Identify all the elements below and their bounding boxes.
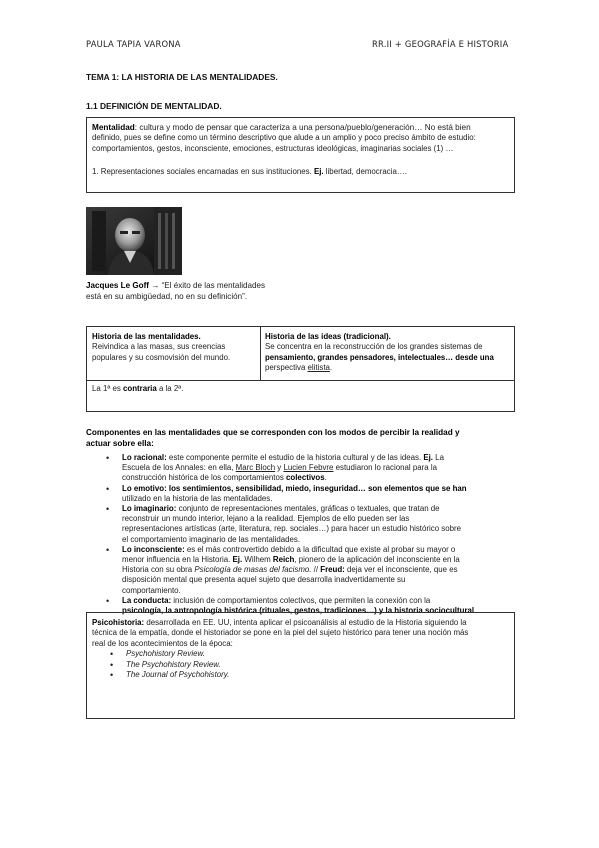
list-item-emotivo: • Lo emotivo: los sentimientos, sensibilidad, miedo, inseguridad… son elementos que se han utilizado en la historia de las mentalidades.	[106, 483, 467, 503]
caption-line-2: está en su ambigüedad, no en su definición”.	[86, 291, 248, 301]
header-course: RR.II + GEOGRAFÍA E HISTORIA	[372, 39, 509, 49]
table-divider-horizontal	[87, 380, 514, 381]
lucien-febvre-link[interactable]: Lucien Febvre	[283, 463, 334, 473]
definition-line-2: definido, pues se define como un término descriptivo que alude a un amplio y poco preciso ámbito de estudio:	[92, 133, 476, 143]
elitista-link[interactable]: elitista	[307, 363, 330, 373]
list-item-racional: • Lo racional: este componente permite el estudio de la historia cultural y de las ideas. Ej. La Escuela de los Annales: en ella, Marc Bloch y Lucien Febvre estudiaron lo racional para la construcción histórica de los comportamientos colectivos.	[106, 453, 444, 483]
journal-list	[100, 649, 509, 680]
caption-name: Jacques Le Goff	[86, 281, 149, 290]
section-title: 1.1 DEFINICIÓN DE MENTALIDAD.	[86, 101, 222, 111]
list-item-conducta: • La conducta: inclusión de comportamientos colectivos, que permiten la conexión con la psicología, la antropología histórica (rituales, gestos, tradiciones…) y la historia sociocultural.	[106, 595, 477, 616]
portrait-photo	[86, 207, 182, 275]
components-list	[96, 453, 516, 616]
list-item-inconsciente: • Lo inconsciente: es el más controvertido debido a la dificultad que existe al probar su mayor o menor influencia en la Historia. Ej. Wilhem Reich, pionero de la aplicación del inconsciente en la Historia con su obra Psicología de masas del facismo. // Freud: deja ver el inconsciente, que es disposición mental que presenta aquel sujeto que desarrolla inadvertidamente su comportamiento.	[106, 544, 460, 595]
definition-footnote: 1. Representaciones sociales encarnadas en sus instituciones. Ej. libertad, democracia….	[92, 167, 407, 177]
journal-item: • The Psychohistory Review.	[110, 659, 221, 670]
psychohistory-box: Psicohistoria: desarrollada en EE. UU, intenta aplicar el psicoanálisis al estudio de la Historia siguiendo la técnica de la empatía, donde el historiador se pone en la piel del sujeto histórico para tener una noción más real de los acontecimientos de la época: • Psychohistory Review. • The Psychohistory Review. • The Journal of Psychohistory.	[86, 612, 515, 719]
table-bottom-row: La 1ª es contraria a la 2ª.	[92, 384, 184, 393]
list-item-imaginario: • Lo imaginario: conjunto de representaciones mentales, gráficas o textuales, que tratan de reconstruir un mundo interior, lejano a la realidad. Ejemplos de ello pueden ser las representaciones artísticas (arte, literatura, rep. sociales…) para hacer un estudio histórico sobre el comportamiento imaginario de las mentalidades.	[106, 504, 462, 544]
definition-term: Mentalidad	[92, 123, 135, 132]
definition-line-1: Mentalidad: cultura y modo de pensar que caracteriza a una persona/pueblo/generación… No está bien	[92, 123, 471, 132]
components-heading: Componentes en las mentalidades que se corresponden con los modos de percibir la realidad y actuar sobre ella:	[86, 428, 460, 448]
comparison-table	[86, 326, 515, 412]
journal-item: • The Journal of Psychohistory.	[110, 670, 230, 681]
portrait-photo-icon	[86, 207, 182, 275]
topic-title: TEMA 1: LA HISTORIA DE LAS MENTALIDADES.	[86, 72, 278, 82]
caption-line-1: Jacques Le Goff → “El éxito de las mentalidades	[86, 281, 266, 290]
journal-item: • Psychohistory Review.	[110, 649, 205, 660]
table-divider-vertical	[260, 327, 261, 380]
psychohistory-term: Psicohistoria:	[92, 618, 145, 627]
table-cell-mentalidades: Historia de las mentalidades. Reivindica a las masas, sus creencias populares y su cosmovisión del mundo.	[92, 332, 231, 362]
definition-box	[86, 117, 515, 193]
table-left-title: Historia de las mentalidades.	[92, 332, 201, 341]
caption-arrow: →	[148, 281, 162, 290]
table-right-title: Historia de las ideas (tradicional).	[265, 332, 391, 341]
definition-line-3: comportamientos, gestos, inconsciente, emociones, estructuras ideológicas, imaginarias sociales (1) …	[92, 143, 454, 153]
photo-caption	[86, 281, 265, 302]
marc-bloch-link[interactable]: Marc Bloch	[235, 463, 276, 473]
header-author: PAULA TAPIA VARONA	[86, 39, 181, 49]
table-cell-ideas: Historia de las ideas (tradicional). Se concentra en la reconstrucción de los grandes sistemas de pensamiento, grandes pensadores, intelectuales… desde una perspectiva elitista.	[265, 332, 494, 373]
